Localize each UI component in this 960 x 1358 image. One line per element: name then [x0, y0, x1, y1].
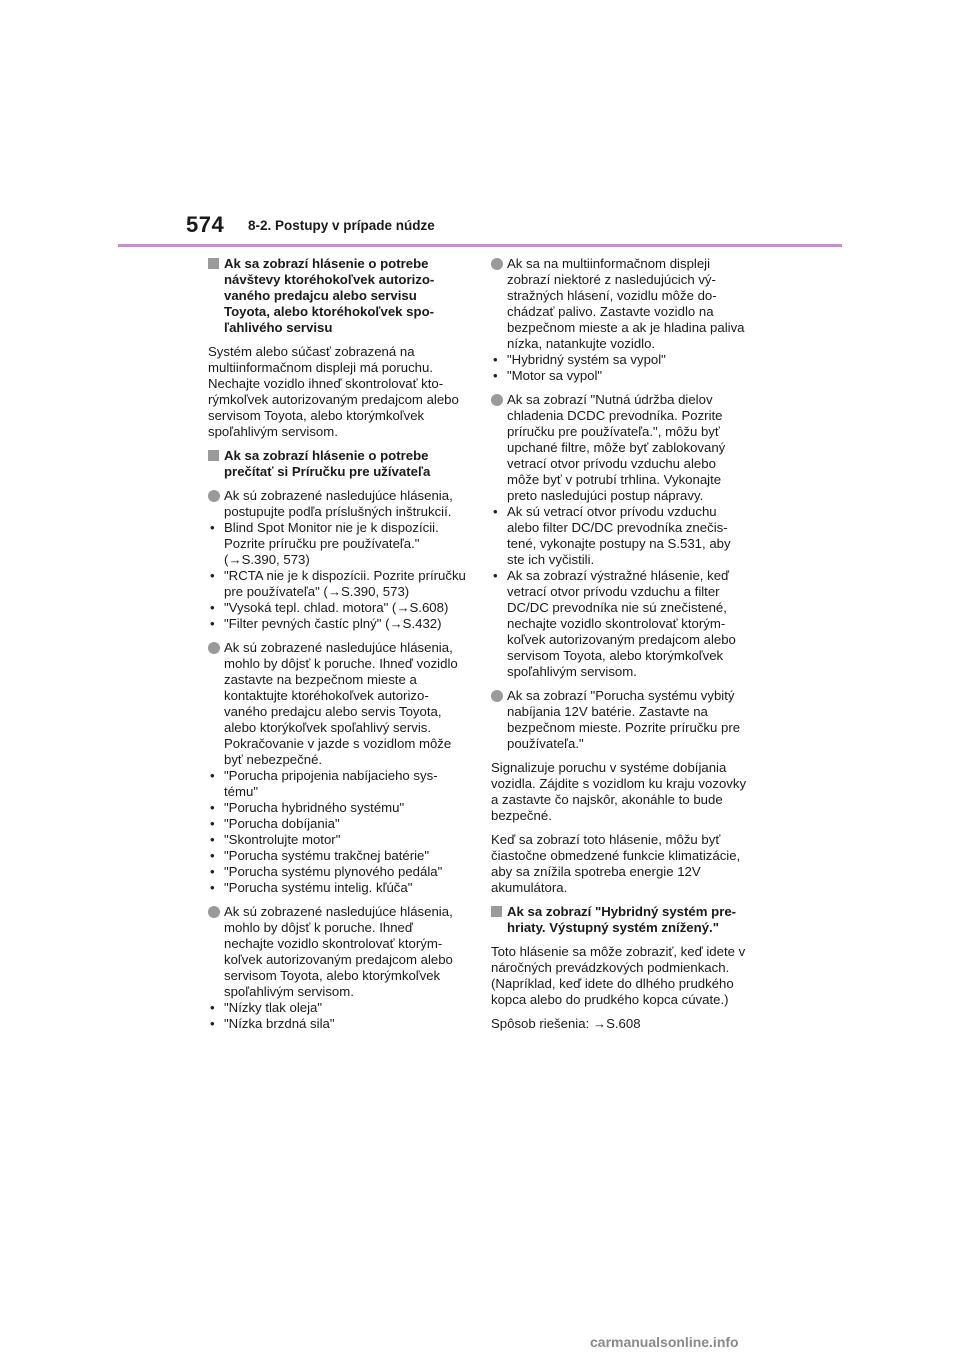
list-item: • "Vysoká tepl. chlad. motora" (→S.608)	[208, 600, 466, 616]
paragraph: Toto hlásenie sa môže zobraziť, keď idete v náročných prevádzkových podmienkach. (Napríklad, keď idete do dlhého prudkého kopca alebo do prudkého kopca cúvate.)	[491, 944, 746, 1007]
note-text: Ak sa zobrazí "Porucha systému vybitý nabíjania 12V batérie. Zastavte na bezpečnom mieste. Pozrite príručku pre používateľa."	[507, 688, 741, 751]
list-item: • "Nízka brzdná sila"	[208, 1016, 466, 1032]
left-column	[208, 256, 466, 1040]
list-item: • Blind Spot Monitor nie je k dispozícii. Pozrite príručku pre používateľa." (→S.390, 573)	[208, 520, 466, 568]
heading-text: Ak sa zobrazí "Hybridný systém prehriaty. Výstupný systém znížený."	[507, 904, 737, 935]
list-item: • "Porucha systému trakčnej batérie"	[208, 848, 466, 864]
list-item: • "Nízky tlak oleja"	[208, 1000, 466, 1016]
note-text: Ak sa zobrazí "Nutná údržba dielov chladenia DCDC prevodníka. Pozrite príručku pre používateľa.", môžu byť upchané filtre, môže byť zablokovaný vetrací otvor prívodu vzduchu alebo môže byť v potrubí trhlina. Vykonajte preto nasledujúci postup nápravy.	[507, 392, 726, 503]
note-lead	[208, 640, 466, 768]
heading-text: Ak sa zobrazí hlásenie o potrebe návštevy ktoréhokoľvek autorizovaného predajcu alebo servisu Toyota, alebo ktoréhokoľvek spoľahlivého servisu	[224, 256, 435, 335]
list-item: • "Hybridný systém sa vypol"	[491, 352, 749, 368]
paragraph: Keď sa zobrazí toto hlásenie, môžu byť čiastočne obmedzené funkcie klimatizácie, aby sa znížila spotreba energie 12V akumulátora.	[491, 832, 741, 895]
heading-text: Ak sa zobrazí hlásenie o potrebe prečítať si Príručku pre užívateľa	[224, 448, 431, 479]
note-block	[208, 488, 466, 632]
bullet-list	[208, 520, 466, 632]
list-item: • Ak sú vetrací otvor prívodu vzduchu alebo filter DC/DC prevodníka znečistené, vykonajte postupy na S.531, aby ste ich vyčistili.	[491, 504, 749, 568]
section-heading	[208, 256, 466, 336]
circle-bullet-icon	[491, 258, 503, 270]
page-header	[186, 212, 846, 242]
section-title: 8-2. Postupy v prípade núdze	[248, 218, 435, 233]
note-block	[491, 392, 749, 680]
note-lead	[208, 488, 466, 520]
square-bullet-icon	[208, 258, 219, 269]
bullet-list	[208, 768, 466, 896]
circle-bullet-icon	[491, 394, 503, 406]
section-heading	[491, 904, 749, 936]
circle-bullet-icon	[491, 690, 503, 702]
list-item: • "Porucha systému plynového pedála"	[208, 864, 466, 880]
note-text: Ak sú zobrazené nasledujúce hlásenia, mohlo by dôjsť k poruche. Ihneď vozidlo zastavte na bezpečnom mieste a kontaktujte ktoréhokoľvek autorizovaného predajcu alebo servis Toyota, alebo ktorýkoľvek spoľahlivý servis. Pokračovanie v jazde s vozidlom môže byť nebezpečné.	[224, 640, 458, 767]
list-item: • "Motor sa vypol"	[491, 368, 749, 384]
note-block	[208, 904, 466, 1032]
square-bullet-icon	[491, 906, 502, 917]
header-divider	[118, 244, 842, 247]
note-lead	[491, 256, 749, 352]
note-text: Ak sú zobrazené nasledujúce hlásenia, postupujte podľa príslušných inštrukcií.	[224, 488, 453, 519]
right-column	[491, 256, 749, 1040]
note-lead	[208, 904, 466, 1000]
note-text: Ak sú zobrazené nasledujúce hlásenia, mohlo by dôjsť k poruche. Ihneď nechajte vozidlo skontrolovať ktorýmkoľvek autorizovaným predajcom alebo servisom Toyota, alebo ktorýmkoľvek spoľahlivým servisom.	[224, 904, 453, 999]
page-number: 574	[186, 212, 225, 237]
list-item: • "Porucha pripojenia nabíjacieho systému"	[208, 768, 466, 800]
square-bullet-icon	[208, 450, 219, 461]
note-text: Ak sa na multiinformačnom displeji zobrazí niektoré z nasledujúcich výstražných hlásení, vozidlu môže dochádzať palivo. Zastavte vozidlo na bezpečnom mieste a ak je hladina paliva nízka, natankujte vozidlo.	[507, 256, 745, 351]
note-block	[491, 256, 749, 384]
note-block	[208, 640, 466, 896]
list-item: • "RCTA nie je k dispozícii. Pozrite príručku pre používateľa" (→S.390, 573)	[208, 568, 466, 600]
watermark: carmanualsonline.info	[590, 1334, 739, 1350]
section-heading	[208, 448, 466, 480]
note-lead	[491, 688, 749, 752]
bullet-list	[208, 1000, 466, 1032]
list-item: • "Filter pevných častíc plný" (→S.432)	[208, 616, 466, 632]
note-lead	[491, 392, 749, 504]
list-item: • "Skontrolujte motor"	[208, 832, 466, 848]
list-item: • "Porucha dobíjania"	[208, 816, 466, 832]
list-item: • Ak sa zobrazí výstražné hlásenie, keď vetrací otvor prívodu vzduchu a filter DC/DC prevodníka nie sú znečistené, nechajte vozidlo skontrolovať ktorýmkoľvek autorizovaným predajcom alebo servisom Toyota, alebo ktorýmkoľvek spoľahlivým servisom.	[491, 568, 749, 680]
circle-bullet-icon	[208, 490, 220, 502]
circle-bullet-icon	[208, 642, 220, 654]
paragraph: Systém alebo súčasť zobrazená na multiinformačnom displeji má poruchu. Nechajte vozidlo ihneď skontrolovať ktorýmkoľvek autorizovaným predajcom alebo servisom Toyota, alebo ktorýmkoľvek spoľahlivým servisom.	[208, 344, 459, 439]
bullet-list	[491, 504, 749, 680]
bullet-list	[491, 352, 749, 384]
list-item: • "Porucha systému intelig. kľúča"	[208, 880, 466, 896]
circle-bullet-icon	[208, 906, 220, 918]
paragraph: Signalizuje poruchu v systéme dobíjania vozidla. Zájdite s vozidlom ku kraju vozovky a zastavte čo najskôr, akonáhle to bude bezpečné.	[491, 760, 747, 823]
list-item: • "Porucha hybridného systému"	[208, 800, 466, 816]
paragraph: Spôsob riešenia: →S.608	[491, 1016, 641, 1031]
